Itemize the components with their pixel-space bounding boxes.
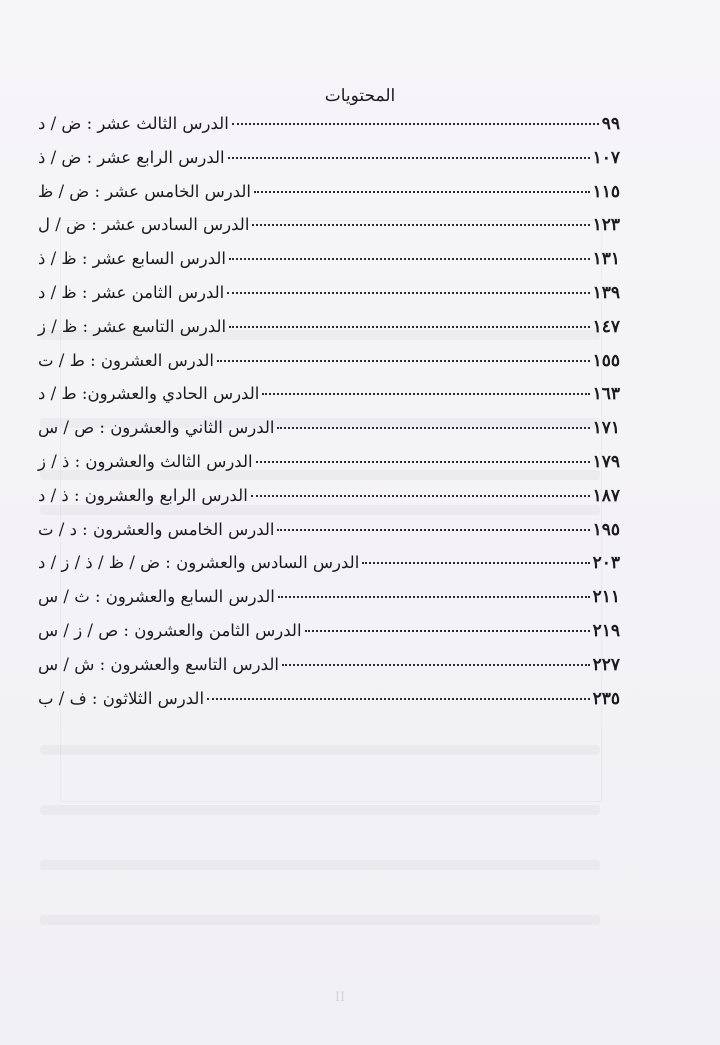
- dot-leader: [251, 495, 590, 497]
- toc-entry: [38, 182, 620, 216]
- toc-entry-page-number: ١٩٥: [592, 519, 620, 540]
- dot-leader: [232, 123, 599, 125]
- toc-entry: [38, 452, 620, 486]
- bleed-through-line: [40, 860, 600, 870]
- toc-entry: [38, 689, 620, 723]
- dot-leader: [277, 529, 589, 531]
- toc-entry-page-number: ١٥٥: [592, 350, 620, 371]
- toc-entry-page-number: ١٢٣: [592, 215, 620, 236]
- toc-entry-page-number: ١١٥: [592, 181, 620, 202]
- dot-leader: [229, 258, 590, 260]
- toc-entry-title: الدرس السادس عشر : ض / ل: [38, 215, 250, 235]
- toc-entry-title: الدرس السادس والعشرون : ض / ظ / ذ / ز / د: [38, 553, 360, 573]
- toc-entry-title: الدرس الخامس عشر : ض / ظ: [38, 181, 252, 201]
- toc-entry-title: الدرس الرابع والعشرون : ذ / د: [38, 485, 248, 505]
- toc-entry: [38, 215, 620, 249]
- dot-leader: [229, 326, 590, 328]
- dot-leader: [217, 360, 590, 362]
- toc-entry-page-number: ١٠٧: [592, 147, 620, 168]
- toc-entry-page-number: ١٧٩: [592, 451, 620, 472]
- toc-entry-page-number: ١٧١: [592, 418, 620, 439]
- dot-leader: [207, 698, 590, 700]
- toc-entry-title: الدرس السابع والعشرون : ث / س: [38, 587, 275, 607]
- toc-entry-title: الدرس السابع عشر : ظ / ذ: [38, 249, 226, 269]
- toc-entry: [38, 486, 620, 520]
- toc-entry: [38, 114, 620, 148]
- folio-mark: II: [334, 990, 346, 1005]
- toc-entry-page-number: ١٦٣: [592, 384, 620, 405]
- dot-leader: [277, 427, 589, 429]
- toc-entry-title: الدرس الخامس والعشرون : د / ت: [38, 519, 275, 539]
- dot-leader: [362, 562, 589, 564]
- toc-entry: [38, 351, 620, 385]
- toc-entry-title: الدرس الثاني والعشرون : ص / س: [38, 418, 275, 438]
- toc-entry-title: الدرس الثامن والعشرون : ص / ز / س: [38, 620, 302, 640]
- toc-entry-title: الدرس الثلاثون : ف / ب: [38, 688, 205, 708]
- toc-entry: [38, 655, 620, 689]
- toc-entry-title: الدرس الثالث والعشرون : ذ / ز: [38, 451, 253, 471]
- dot-leader: [227, 292, 589, 294]
- bleed-through-line: [40, 805, 600, 815]
- bleed-through-line: [40, 745, 600, 755]
- toc-entry-page-number: ٢٠٣: [592, 553, 620, 574]
- toc-entry-title: الدرس الثامن عشر : ظ / د: [38, 282, 225, 302]
- page-title: المحتويات: [324, 86, 396, 106]
- toc-entry-page-number: ١٨٧: [592, 485, 620, 506]
- toc-entry-title: الدرس الحادي والعشرون: ط / د: [38, 384, 260, 404]
- toc-entry-page-number: ٢١٩: [592, 620, 620, 641]
- toc-entry-title: الدرس الرابع عشر : ض / ذ: [38, 147, 225, 167]
- toc-entry-title: الدرس الثالث عشر : ض / د: [38, 114, 229, 133]
- toc-entry: [38, 418, 620, 452]
- toc-entry: [38, 553, 620, 587]
- toc-entry-page-number: ٢٢٧: [592, 654, 620, 675]
- toc-entry: [38, 317, 620, 351]
- toc-entry-page-number: ١٤٧: [592, 316, 620, 337]
- toc-entry-title: الدرس التاسع والعشرون : ش / س: [38, 654, 279, 674]
- toc-entry-page-number: ٢٣٥: [592, 688, 620, 709]
- toc-entry: [38, 621, 620, 655]
- toc-entry-page-number: ٩٩: [601, 114, 620, 134]
- dot-leader: [262, 393, 589, 395]
- toc-entry-page-number: ٢١١: [592, 587, 620, 608]
- dot-leader: [228, 157, 590, 159]
- toc-entry: [38, 148, 620, 182]
- table-of-contents: [38, 114, 620, 722]
- toc-entry-title: الدرس العشرون : ط / ت: [38, 350, 214, 370]
- dot-leader: [278, 596, 590, 598]
- toc-entry-page-number: ١٣٩: [592, 282, 620, 303]
- toc-entry: [38, 249, 620, 283]
- toc-entry-title: الدرس التاسع عشر : ظ / ز: [38, 316, 227, 336]
- toc-entry: [38, 384, 620, 418]
- dot-leader: [282, 664, 590, 666]
- dot-leader: [252, 224, 589, 226]
- toc-entry-page-number: ١٣١: [592, 249, 620, 270]
- toc-entry: [38, 283, 620, 317]
- toc-entry: [38, 520, 620, 554]
- dot-leader: [256, 461, 590, 463]
- dot-leader: [305, 630, 590, 632]
- bleed-through-line: [40, 915, 600, 925]
- toc-entry: [38, 587, 620, 621]
- dot-leader: [254, 191, 590, 193]
